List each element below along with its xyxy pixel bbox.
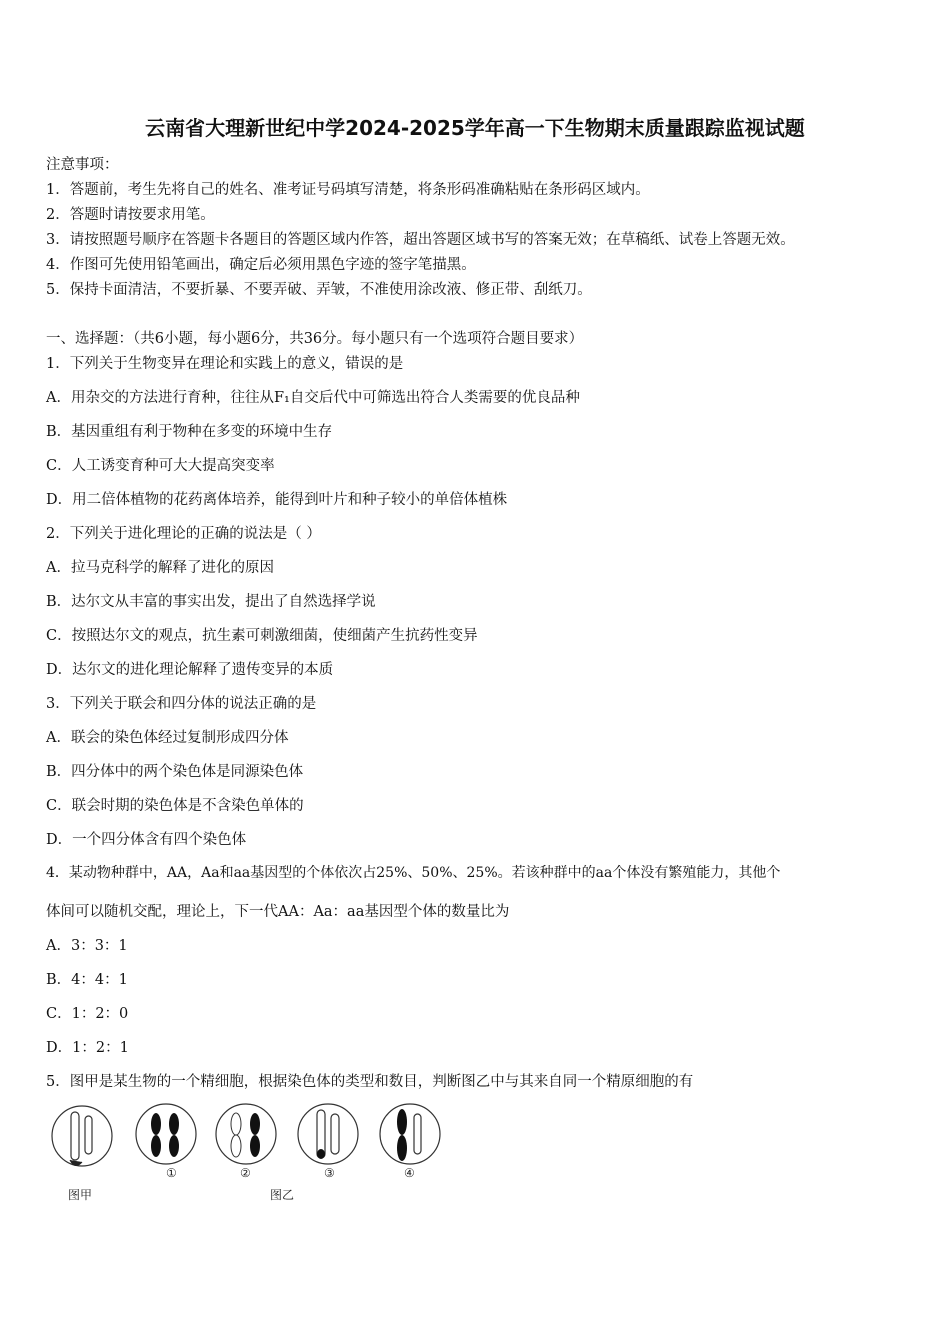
question-stem: 2．下列关于进化理论的正确的说法是（ ） (46, 526, 321, 542)
section-heading: 一、选择题：（共6小题，每小题6分，共36分。每小题只有一个选项符合题目要求） (46, 331, 584, 347)
cell-label: ④ (404, 1166, 415, 1180)
cell-label: ② (240, 1166, 251, 1180)
option: B．基因重组有利于物种在多变的环境中生存 (46, 424, 333, 440)
page-title: 云南省大理新世纪中学2024-2025学年高一下生物期末质量跟踪监视试题 (145, 116, 805, 140)
cell-label: ① (166, 1166, 177, 1180)
cell-3 (298, 1104, 358, 1164)
option: A．联会的染色体经过复制形成四分体 (46, 730, 289, 746)
figure-label-yi: 图乙 (270, 1188, 295, 1202)
question-stem: 1．下列关于生物变异在理论和实践上的意义，错误的是 (46, 356, 404, 372)
option: A．3：3：1 (46, 938, 128, 954)
note-item: 1．答题前，考生先将自己的姓名、准考证号码填写清楚，将条形码准确粘贴在条形码区域内。 (46, 182, 650, 198)
question-stem: 5．图甲是某生物的一个精细胞，根据染色体的类型和数目，判断图乙中与其来自同一个精原细胞的有 (46, 1074, 694, 1090)
cell-1 (136, 1104, 196, 1164)
option: C．按照达尔文的观点，抗生素可刺激细菌，使细菌产生抗药性变异 (46, 628, 478, 644)
cell-diagram (46, 1100, 466, 1210)
note-item: 3．请按照题号顺序在答题卡各题目的答题区域内作答，超出答题区域书写的答案无效；在草稿纸、试卷上答题无效。 (46, 232, 795, 248)
cell-2 (216, 1104, 276, 1164)
note-item: 4．作图可先使用铅笔画出，确定后必须用黑色字迹的签字笔描黑。 (46, 257, 476, 273)
option: C．人工诱变育种可大大提高突变率 (46, 458, 275, 474)
option: C．联会时期的染色体是不含染色单体的 (46, 798, 304, 814)
option: B．4：4：1 (46, 972, 128, 988)
option: D．用二倍体植物的花药离体培养，能得到叶片和种子较小的单倍体植株 (46, 492, 508, 508)
option: A．拉马克科学的解释了进化的原因 (46, 560, 274, 576)
option: A．用杂交的方法进行育种，往往从F₁自交后代中可筛选出符合人类需要的优良品种 (46, 390, 580, 406)
question-stem: 3．下列关于联会和四分体的说法正确的是 (46, 696, 317, 712)
question-stem: 4．某动物种群中，AA，Aa和aa基因型的个体依次占25%、50%、25%。若该种群中的aa个体没有繁殖能力，其他个 (46, 865, 781, 881)
option: C．1：2：0 (46, 1006, 129, 1022)
chromosome-figure (46, 1100, 466, 1210)
question-stem: 体间可以随机交配，理论上，下一代AA：Aa：aa基因型个体的数量比为 (46, 904, 510, 920)
cell-jia (52, 1106, 112, 1166)
option: D．达尔文的进化理论解释了遗传变异的本质 (46, 662, 334, 678)
option: D．1：2：1 (46, 1040, 129, 1056)
note-item: 2．答题时请按要求用笔。 (46, 207, 215, 223)
figure-label-jia: 图甲 (68, 1188, 93, 1202)
option: D．一个四分体含有四个染色体 (46, 832, 247, 848)
note-item: 5．保持卡面清洁，不要折暴、不要弄破、弄皱，不准使用涂改液、修正带、刮纸刀。 (46, 282, 592, 298)
cell-label: ③ (324, 1166, 335, 1180)
option: B．达尔文从丰富的事实出发，提出了自然选择学说 (46, 594, 376, 610)
notes-heading: 注意事项： (46, 157, 119, 173)
option: B．四分体中的两个染色体是同源染色体 (46, 764, 304, 780)
cell-4 (380, 1104, 440, 1164)
